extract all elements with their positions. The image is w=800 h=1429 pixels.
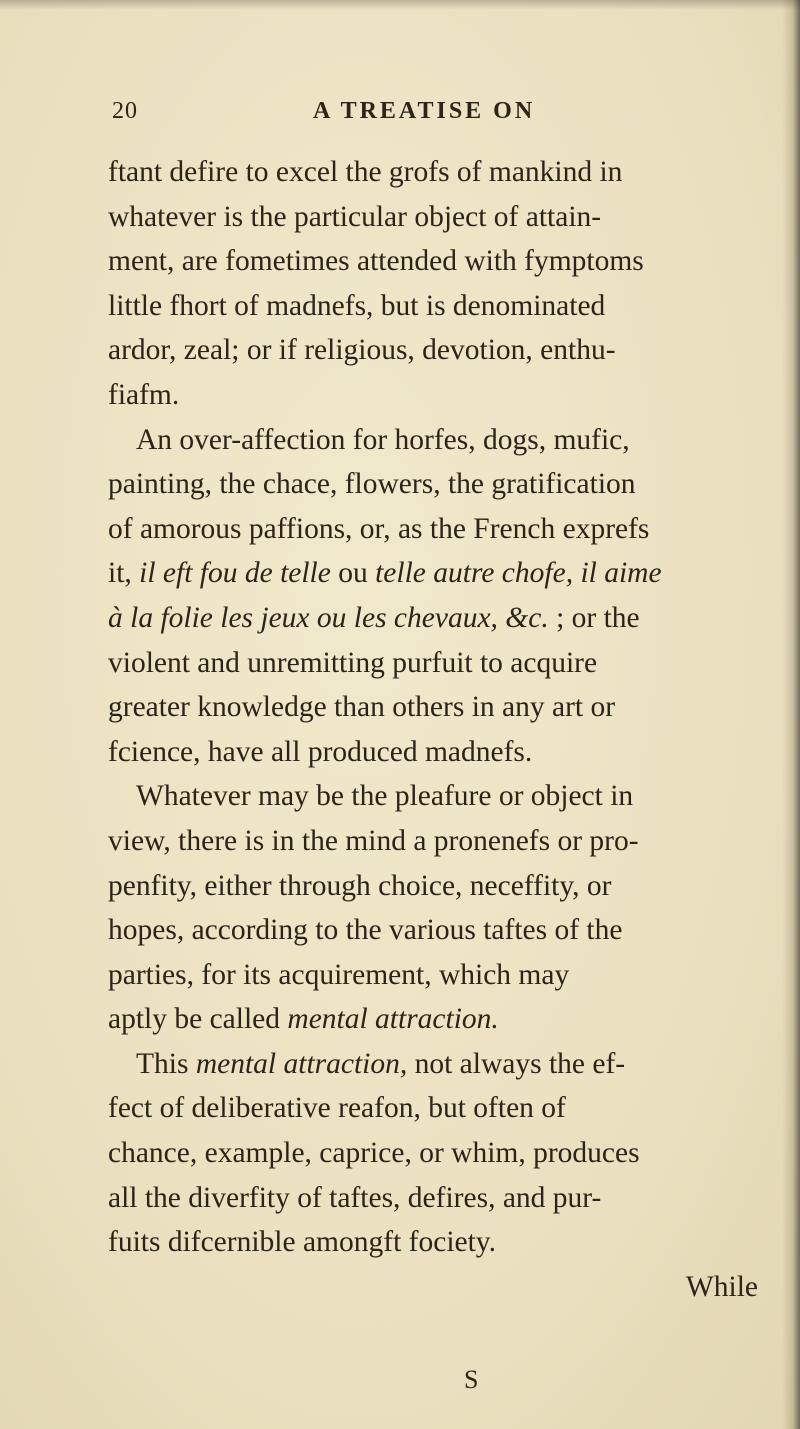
- text-line: ftant defire to excel the grofs of mankind in: [108, 156, 623, 188]
- text-line: parties, for its acquirement, which may: [108, 958, 570, 991]
- text-line: penfity, either through choice, neceffity, or: [108, 869, 612, 902]
- running-header: [108, 98, 748, 138]
- running-title: A TREATISE ON: [313, 98, 536, 124]
- text-line: ment, are fometimes attended with fymptoms: [108, 245, 644, 278]
- body-text: [108, 150, 758, 1309]
- page-number: 20: [112, 98, 138, 124]
- page-top-shadow: [0, 0, 800, 10]
- text-line: all the diverfity of taftes, defires, and pur-: [108, 1181, 602, 1214]
- catchword: While: [685, 1270, 758, 1303]
- italic-french-quote: telle autre chofe, il aime: [375, 557, 662, 590]
- page-gutter-shadow: [782, 0, 800, 1429]
- text-line: of amorous paffions, or, as the French exprefs: [108, 512, 650, 545]
- signature-mark: S: [464, 1365, 479, 1394]
- text-line: fect of deliberative reafon, but often of: [108, 1092, 566, 1125]
- text-line: whatever is the particular object of attain-: [108, 200, 602, 233]
- text-line: ardor, zeal; or if religious, devotion, enthu-: [108, 334, 616, 367]
- text-line: chance, example, caprice, or whim, produces: [108, 1137, 640, 1170]
- text-line: greater knowledge than others in any art or: [108, 691, 616, 724]
- text-line: view, there is in the mind a pronenefs or pro-: [108, 824, 639, 857]
- text-line: aptly be called mental attraction.: [108, 1003, 499, 1036]
- text-line: hopes, according to the various taftes of the: [108, 914, 623, 947]
- paragraph-start-line: This mental attraction, not always the ef-: [136, 1047, 626, 1080]
- text-line: little fhort of madnefs, but is denominated: [108, 289, 606, 322]
- italic-term: mental attraction,: [195, 1047, 408, 1080]
- text-line: fiafm.: [108, 378, 180, 411]
- text-line: fcience, have all produced madnefs.: [108, 735, 533, 768]
- italic-french-quote: à la folie les jeux ou les chevaux, &c.: [108, 601, 549, 634]
- text-line: fuits difcernible amongft fociety.: [108, 1226, 497, 1259]
- italic-term: mental attraction.: [287, 1003, 499, 1036]
- text-line: à la folie les jeux ou les chevaux, &c. ; or the: [108, 601, 640, 634]
- text-line: painting, the chace, flowers, the gratification: [108, 468, 636, 501]
- text-line: violent and unremitting purfuit to acquire: [108, 646, 598, 679]
- italic-french-quote: il eft fou de telle: [139, 557, 331, 590]
- paragraph-start-line: An over-affection for horfes, dogs, mufic,: [136, 423, 630, 456]
- paragraph-start-line: Whatever may be the pleafure or object in: [136, 780, 634, 813]
- text-line: it, il eft fou de telle ou telle autre chofe, il aime: [108, 557, 662, 590]
